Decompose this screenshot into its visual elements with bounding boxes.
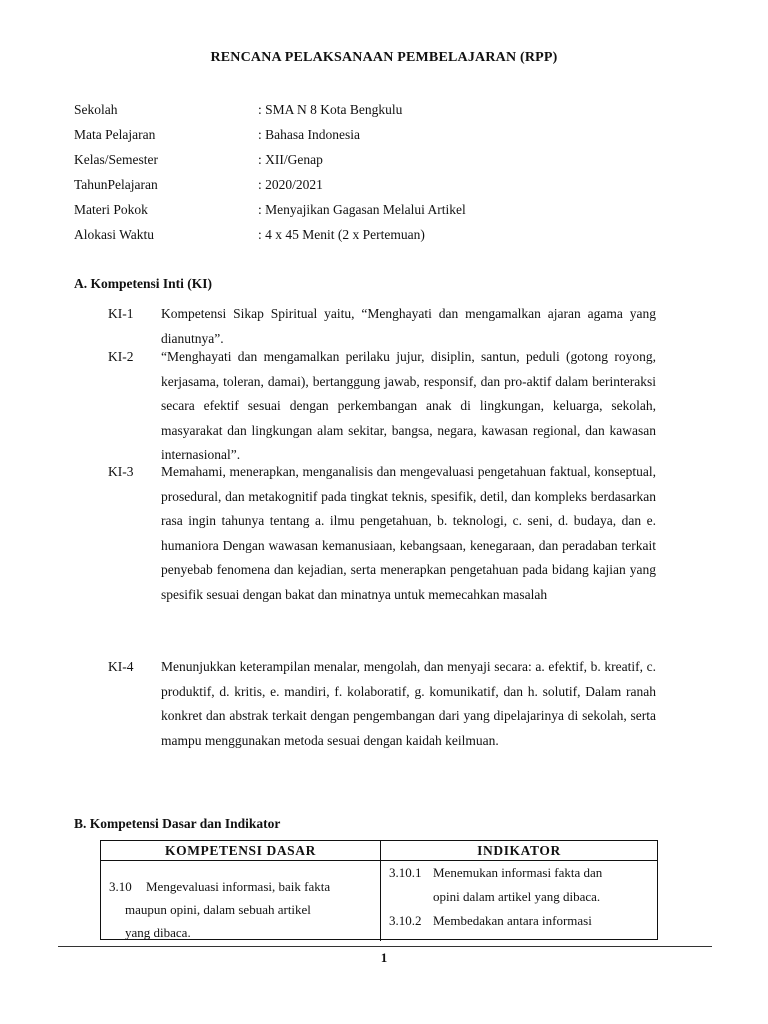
kd-text-line: yang dibaca. [125, 925, 191, 940]
identity-block [74, 99, 674, 249]
indicator-indent [389, 885, 433, 909]
ki-item [108, 655, 656, 780]
ki-text: Memahami, menerapkan, menganalisis dan mengevaluasi pengetahuan faktual, konseptual, prosedural, dan metakognitif pada tingkat teknis, spesifik, detil, dan kompleks berdasarkan rasa ingin tahunya tentang a. ilmu pengetahuan, b. teknologi, c. seni, d. budaya, dan e. humaniora Dengan wawasan kemanusiaan, kebangsaan, kenegaraan, dan peradaban terkait penyebab fenomena dan kejadian, serta menerapkan pengetahuan pada bidang kajian yang spesifik sesuai dengan bakat dan minatnya untuk memecahkan masalah [161, 464, 656, 602]
identity-row-school [74, 99, 674, 124]
indicator-text: Menemukan informasi fakta dan [433, 865, 603, 880]
identity-label: TahunPelajaran [74, 177, 158, 192]
ki-text: “Menghayati dan mengamalkan perilaku jujur, disiplin, santun, peduli (gotong royong, kerjasama, toleran, damai), bertanggung jawab, responsif, dan pro-aktif dalam berinteraksi secara efektif sesuai dengan perkembangan anak di lingkungan, keluarga, sekolah, masyarakat dan lingkungan alam sekitar, bangsa, negara, kawasan regional, dan kawasan internasional”. [161, 349, 656, 463]
table-header-row [101, 841, 657, 861]
indicator-item [389, 909, 649, 933]
ki-code: KI-2 [108, 349, 134, 364]
table-row [101, 861, 657, 941]
footer-divider [58, 946, 712, 947]
ki-code: KI-1 [108, 306, 134, 321]
page-number: 1 [380, 950, 388, 965]
identity-label: Materi Pokok [74, 202, 148, 217]
kd-number: 3.10 [109, 879, 132, 894]
identity-row-time [74, 224, 674, 249]
kd-text-line: maupun opini, dalam sebuah artikel [125, 902, 311, 917]
ki-list [108, 302, 656, 780]
ki-text: Kompetensi Sikap Spiritual yaitu, “Menghayati dan mengamalkan ajaran agama yang dianutnya”. [161, 306, 656, 346]
identity-value: : 4 x 45 Menit (2 x Pertemuan) [258, 227, 425, 242]
ki-code: KI-3 [108, 464, 134, 479]
identity-value: : Menyajikan Gagasan Melalui Artikel [258, 202, 466, 217]
indicator-cell [381, 861, 657, 941]
kd-text-line: Mengevaluasi informasi, baik fakta [146, 879, 331, 894]
section-a-heading: A. Kompetensi Inti (KI) [74, 276, 212, 291]
kd-first-line [109, 875, 372, 898]
ki-item [108, 345, 656, 463]
identity-row-class [74, 149, 674, 174]
ki-item [108, 302, 656, 345]
ki-text: Menunjukkan keterampilan menalar, mengolah, dan menyaji secara: a. efektif, b. kreatif, c. produktif, d. kritis, e. mandiri, f. kolaboratif, g. komunikatif, dan h. solutif, Dalam ranah konkret dan abstrak terkait dengan pengembangan dari yang dipelajarinya di sekolah, serta mampu menggunakan metoda sesuai dengan kaidah keilmuan. [161, 659, 656, 748]
identity-row-year [74, 174, 674, 199]
indicator-number: 3.10.1 [389, 865, 422, 880]
indicator-text: Membedakan antara informasi [433, 913, 592, 928]
identity-label: Kelas/Semester [74, 152, 158, 167]
indicator-item-continuation [389, 885, 649, 909]
section-b-heading: B. Kompetensi Dasar dan Indikator [74, 816, 281, 831]
indicator-text: opini dalam artikel yang dibaca. [433, 889, 601, 904]
identity-label: Alokasi Waktu [74, 227, 155, 242]
identity-label: Mata Pelajaran [74, 127, 156, 142]
table-header-kd: KOMPETENSI DASAR [101, 841, 381, 860]
identity-row-topic [74, 199, 674, 224]
identity-value: : Bahasa Indonesia [258, 127, 360, 142]
table-header-indicator: INDIKATOR [477, 843, 561, 858]
identity-label: Sekolah [74, 102, 118, 117]
ki-code: KI-4 [108, 659, 134, 674]
indicator-number: 3.10.2 [389, 913, 422, 928]
identity-value: : 2020/2021 [258, 177, 323, 192]
document-title: RENCANA PELAKSANAAN PEMBELAJARAN (RPP) [210, 50, 558, 65]
kd-indicator-table [100, 840, 658, 940]
identity-value: : XII/Genap [258, 152, 323, 167]
identity-value: : SMA N 8 Kota Bengkulu [258, 102, 403, 117]
indicator-item [389, 861, 649, 885]
identity-row-subject [74, 124, 674, 149]
kd-cell [101, 861, 381, 941]
ki-item [108, 460, 656, 655]
